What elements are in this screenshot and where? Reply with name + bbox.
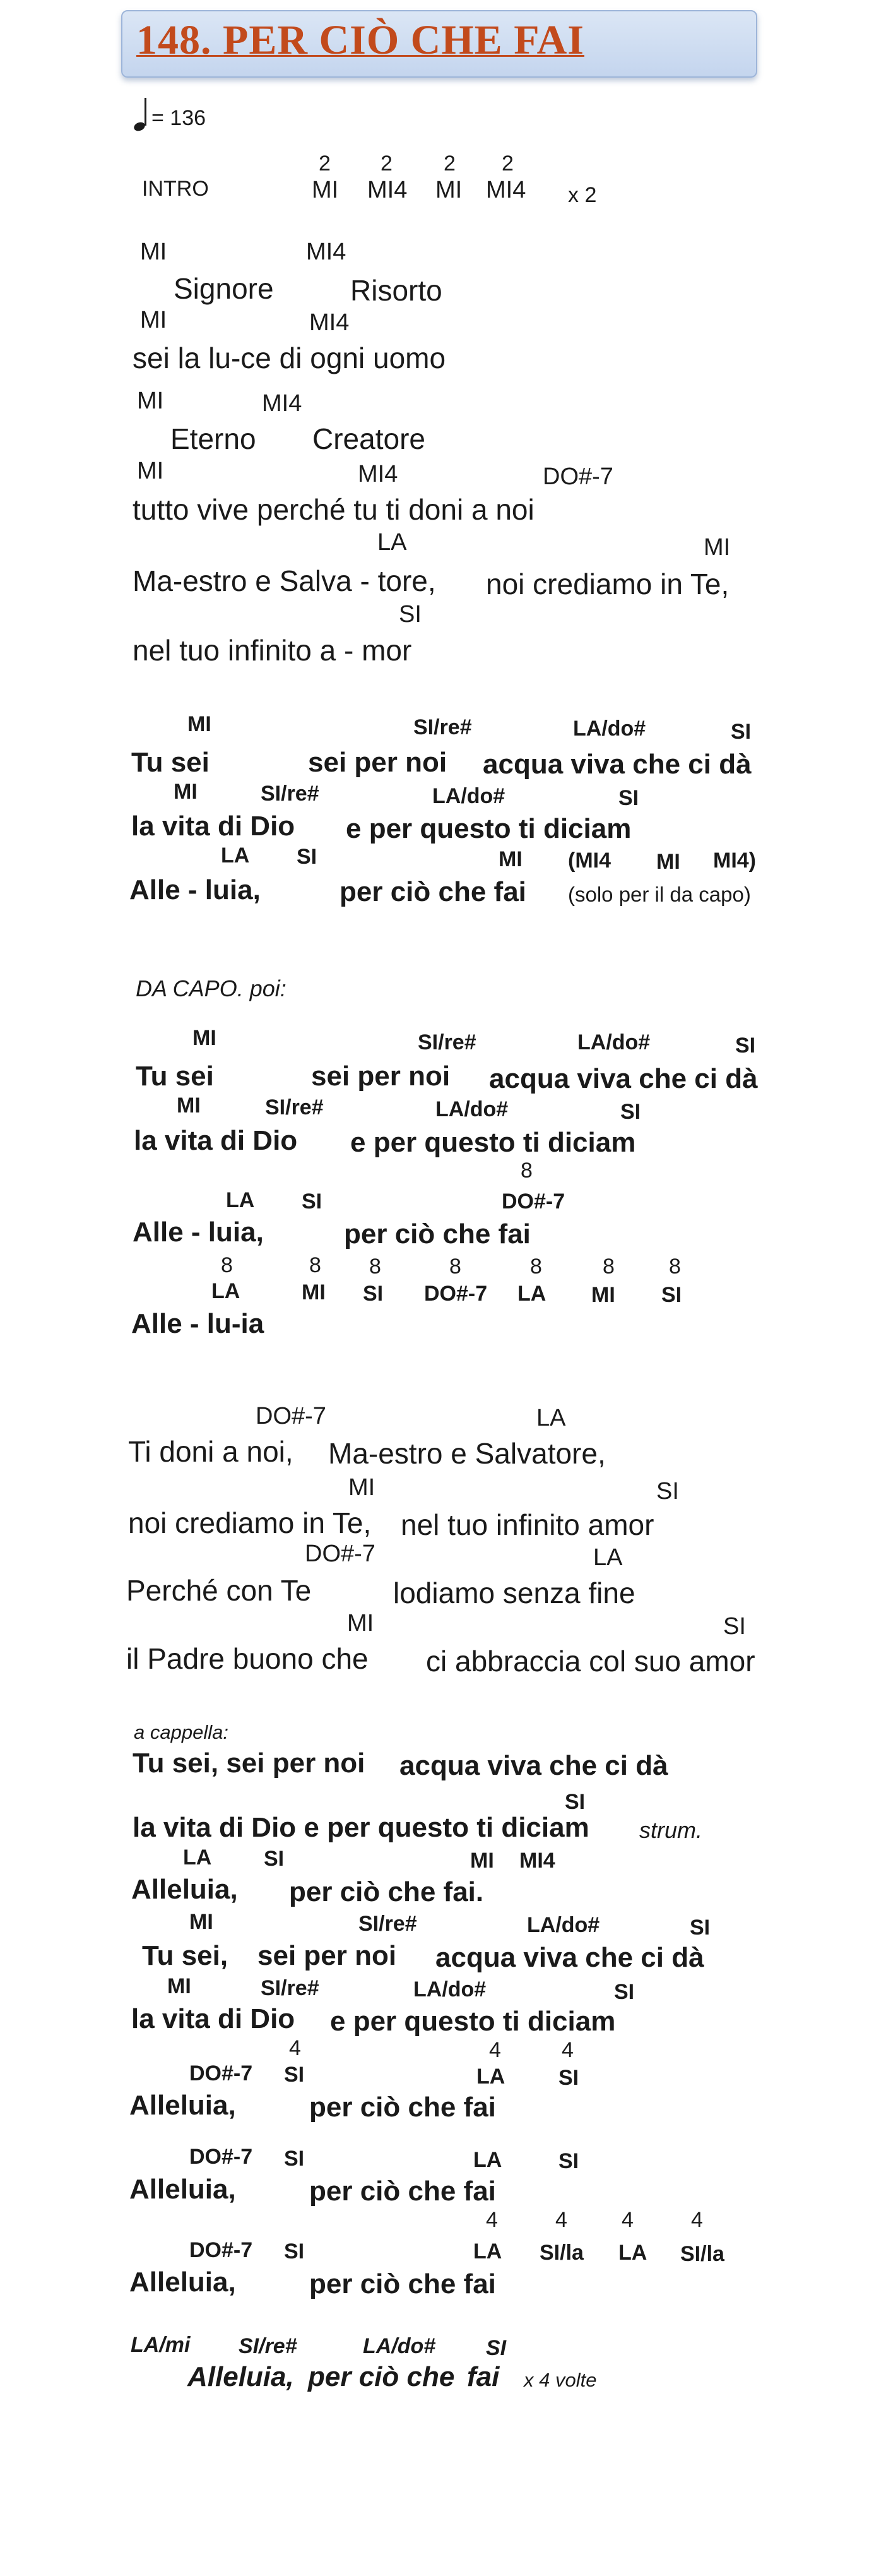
chord: SI/la <box>540 2241 584 2265</box>
intro-chord: MI4 <box>367 177 408 203</box>
chord-figure: 8 <box>530 1255 542 1279</box>
lyric-text: Ma-estro e Salvatore, <box>328 1437 606 1470</box>
lyric-text: noi crediamo in Te, <box>128 1506 372 1539</box>
chord: LA <box>618 2241 647 2265</box>
chord: LA/do# <box>577 1030 651 1054</box>
chord: LA/do# <box>363 2334 436 2358</box>
chord-figure: 4 <box>555 2208 567 2232</box>
chord: DO#-7 <box>502 1190 565 1213</box>
chord: MI <box>177 1094 201 1118</box>
chorus-text: sei per noi <box>311 1061 451 1092</box>
chord: SI <box>731 720 752 744</box>
chord: SI <box>558 2149 579 2173</box>
lyric-text: sei la lu-ce di ogni uomo <box>133 342 446 374</box>
chord: MI4 <box>262 390 302 417</box>
chord: MI <box>189 1910 213 1934</box>
intro-label: INTRO <box>142 177 209 201</box>
chord-figure: 8 <box>669 1255 681 1279</box>
chord: MI4 <box>309 309 350 336</box>
chord-figure: 4 <box>489 2038 501 2062</box>
chord: DO#-7 <box>305 1541 375 1567</box>
quarter-note-icon <box>134 98 148 131</box>
chord: MI4 <box>358 461 398 487</box>
chord: SI <box>656 1478 679 1505</box>
chord: DO#-7 <box>543 463 613 490</box>
chord: MI <box>347 1610 374 1637</box>
chord: MI <box>302 1280 326 1304</box>
title-banner <box>121 10 757 78</box>
intro-chord: MI <box>312 177 339 203</box>
chord: SI/re# <box>265 1095 324 1119</box>
chord: LA/do# <box>527 1913 600 1937</box>
chorus-text: la vita di Dio <box>131 2003 295 2034</box>
chord: LA <box>183 1846 212 1869</box>
chorus-text: acqua viva che ci dà <box>483 749 752 780</box>
chorus-text: e per questo ti diciam <box>346 813 632 844</box>
chord-figure: 4 <box>562 2038 574 2062</box>
chord: LA <box>221 844 250 868</box>
chord-figure: 4 <box>691 2208 703 2232</box>
lyric-text: il Padre buono che <box>126 1642 369 1675</box>
chord: SI <box>297 845 317 869</box>
chord: MI <box>140 307 167 333</box>
chorus-text: Tu sei, sei per noi <box>133 1748 365 1779</box>
chorus-text: sei per noi <box>257 1940 397 1971</box>
chorus-text: la vita di Dio e per questo ti diciam <box>133 1812 589 1843</box>
chorus-text: per ciò che fai <box>309 2269 496 2299</box>
intro-figure: 2 <box>502 152 514 176</box>
chord: LA <box>473 2239 502 2263</box>
lyric-text: Ti doni a noi, <box>128 1435 293 1468</box>
chord: SI <box>614 1980 635 2004</box>
chorus-text: Alle - lu-ia <box>131 1308 264 1339</box>
chorus-text: Alleluia, <box>131 1874 238 1905</box>
chorus-text: per ciò che fai. <box>289 1876 484 1907</box>
chorus-text: e per questo ti diciam <box>350 1127 636 1158</box>
chord: MI <box>470 1849 494 1873</box>
chord: SI <box>620 1100 641 1124</box>
chorus-text: per ciò che fai <box>309 2092 496 2123</box>
lyric-text: Signore <box>174 272 274 305</box>
chorus-text: Alleluia, <box>129 2174 236 2205</box>
chorus-text: per ciò che fai <box>309 2176 496 2207</box>
chord: LA/mi <box>131 2333 191 2357</box>
chorus-text: Tu sei <box>131 747 210 778</box>
chord: LA <box>593 1544 623 1571</box>
lyric-text: Ma-estro e Salva - tore, <box>133 564 436 597</box>
chorus-text: la vita di Dio <box>134 1125 298 1156</box>
chorus-text: la vita di Dio <box>131 811 295 842</box>
chorus-text: Alle - luia, <box>133 1217 264 1248</box>
lyric-text: nel tuo infinito a - mor <box>133 634 412 667</box>
chord: LA/do# <box>435 1097 509 1121</box>
chord: LA/do# <box>413 1977 487 2001</box>
chord: SI <box>558 2066 579 2090</box>
intro-figure: 2 <box>381 152 393 176</box>
chord: DO#-7 <box>189 2145 253 2169</box>
chord: SI <box>723 1613 746 1640</box>
chord-figure: 8 <box>369 1255 381 1279</box>
chord: MI4 <box>519 1849 555 1873</box>
intro-chord: MI4 <box>486 177 526 203</box>
chord: DO#-7 <box>189 2238 253 2262</box>
chord: MI <box>137 458 164 484</box>
chord: MI <box>167 1974 191 1998</box>
lyric-text: noi crediamo in Te, <box>486 568 729 600</box>
chord: MI4) <box>713 849 756 873</box>
chorus-text: sei per noi <box>308 747 447 778</box>
chord: DO#-7 <box>189 2061 253 2085</box>
chord: MI <box>187 712 211 736</box>
chord-figure: 8 <box>603 1255 615 1279</box>
tempo-marking <box>134 98 206 131</box>
chord-figure: 8 <box>221 1253 233 1277</box>
a-cappella-instruction: a cappella: <box>134 1721 228 1743</box>
chord: MI <box>137 388 164 414</box>
chord: SI <box>399 601 422 628</box>
chorus-text: Tu sei <box>136 1061 214 1092</box>
intro-figure: 2 <box>444 152 456 176</box>
chord: SI/re# <box>261 782 319 806</box>
chord-figure: 8 <box>521 1159 533 1183</box>
chord-figure: 8 <box>309 1253 321 1277</box>
chord: SI <box>284 2147 305 2171</box>
chord: LA <box>226 1188 255 1212</box>
chord: SI <box>284 2063 305 2087</box>
chord: DO#-7 <box>256 1403 326 1429</box>
chord: DO#-7 <box>424 1282 488 1306</box>
chord: MI <box>499 847 523 871</box>
chord: SI <box>284 2239 305 2263</box>
song-title: 148. PER CIÒ CHE FAI <box>136 17 584 63</box>
chord: SI <box>565 1790 586 1814</box>
chord: SI <box>363 1282 384 1306</box>
chord: SI <box>690 1916 711 1940</box>
chord: LA/do# <box>432 784 505 808</box>
chord: SI/re# <box>358 1912 417 1936</box>
lyric-text: Risorto <box>350 274 442 307</box>
chord: SI <box>264 1847 285 1871</box>
lyric-text: tutto vive perché tu ti doni a noi <box>133 493 535 526</box>
chord: LA <box>473 2148 502 2172</box>
chord: SI <box>618 786 639 810</box>
repeat-instruction: x 4 volte <box>524 2369 597 2391</box>
chorus-text: per ciò che fai <box>344 1219 531 1249</box>
chord: LA <box>377 529 407 556</box>
chord: SI/re# <box>239 2334 297 2358</box>
chord: SI <box>735 1034 756 1058</box>
chorus-text: Alle - luia, <box>129 874 261 905</box>
chord: SI <box>661 1283 682 1307</box>
chorus-text: acqua viva che ci dà <box>489 1063 758 1094</box>
chorus-text: Tu sei, <box>142 1940 228 1971</box>
chord: SI/re# <box>418 1030 476 1054</box>
chorus-text: per ciò che fai <box>340 876 526 907</box>
chorus-text: acqua viva che ci dà <box>399 1750 668 1781</box>
chord: SI <box>486 2336 507 2360</box>
chord: SI/re# <box>413 715 472 739</box>
chord-figure: 8 <box>449 1255 461 1279</box>
da-capo-instruction: DA CAPO. poi: <box>136 975 286 1001</box>
intro-chord: MI <box>435 177 463 203</box>
chord: SI/re# <box>261 1976 319 2000</box>
lyric-text: lodiamo senza fine <box>393 1577 635 1609</box>
chord: MI4 <box>306 239 346 265</box>
strum-instruction: strum. <box>639 1817 703 1843</box>
lyric-text: Perché con Te <box>126 1574 312 1607</box>
chord: MI <box>704 534 731 561</box>
lyric-text: Creatore <box>312 422 425 455</box>
intro-figure: 2 <box>319 152 331 176</box>
chord: MI <box>591 1283 615 1307</box>
tempo-value: = 136 <box>151 106 206 130</box>
chorus-text: e per questo ti diciam <box>330 2006 616 2037</box>
chord: LA <box>517 1282 546 1306</box>
chord-figure: 4 <box>289 2036 301 2060</box>
intro-repeat: x 2 <box>568 183 597 207</box>
chord: LA <box>211 1279 240 1303</box>
lyric-text: nel tuo infinito amor <box>401 1508 654 1541</box>
chord: LA <box>476 2065 505 2089</box>
chord: LA/do# <box>573 717 646 741</box>
chord-figure: 4 <box>486 2208 498 2232</box>
chord: MI <box>192 1026 216 1050</box>
chorus-text: Alleluia, <box>187 2361 294 2392</box>
chorus-text: fai <box>467 2361 500 2392</box>
lyric-text: Eterno <box>170 422 256 455</box>
chord: LA <box>536 1405 566 1431</box>
chorus-text: Alleluia, <box>129 2267 236 2298</box>
lyric-text: ci abbraccia col suo amor <box>426 1645 755 1678</box>
chord: SI <box>302 1190 322 1213</box>
chord: SI/la <box>680 2242 724 2266</box>
chord: MI <box>348 1474 375 1501</box>
chord: (MI4 <box>568 849 611 873</box>
chord-figure: 4 <box>622 2208 634 2232</box>
chord: MI <box>656 850 680 874</box>
chord: MI <box>174 780 198 804</box>
chorus-text: per ciò che <box>308 2361 455 2392</box>
chorus-text: acqua viva che ci dà <box>435 1942 704 1973</box>
chorus-text: Alleluia, <box>129 2090 236 2121</box>
performance-note: (solo per il da capo) <box>568 883 751 906</box>
chord: MI <box>140 239 167 265</box>
